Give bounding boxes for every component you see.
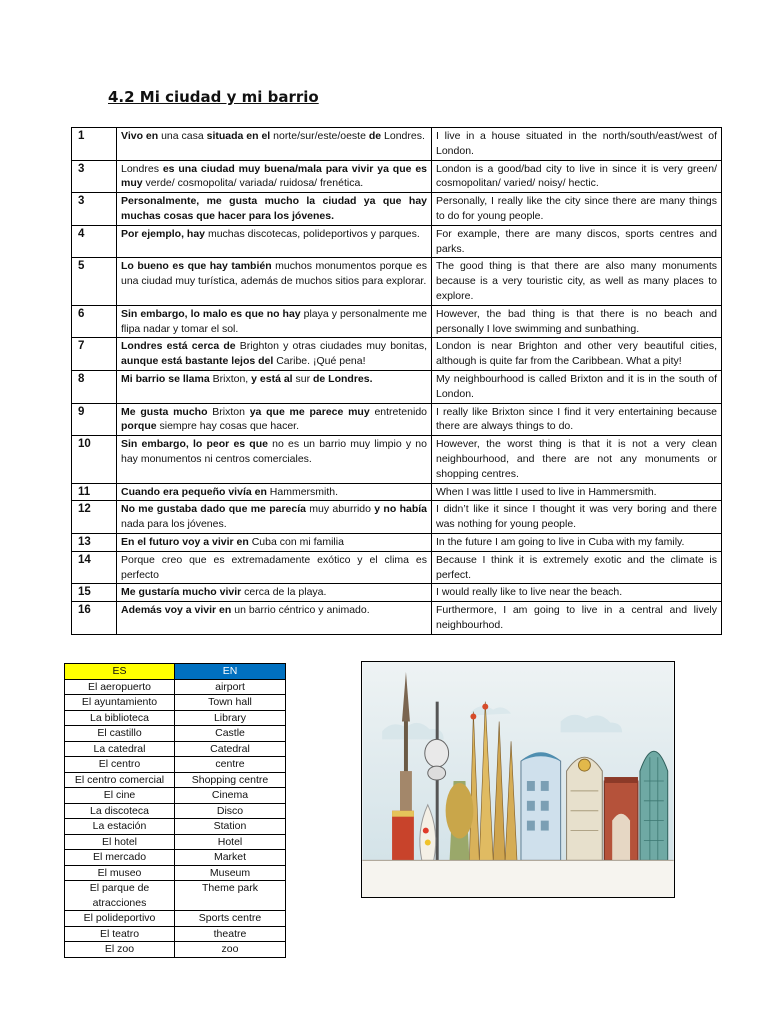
vocabulary-es: El museo (65, 865, 175, 881)
phrase-spanish-key-text: es una ciudad muy buena/mala para vivir ya que es muy (121, 162, 427, 190)
phrase-spanish (117, 160, 432, 193)
vocabulary-en: Market (175, 850, 286, 866)
phrase-spanish-text: Hammersmith. (266, 485, 339, 498)
vocabulary-en: Disco (175, 803, 286, 819)
phrase-spanish-key-text: Además voy a vivir en (121, 604, 232, 617)
phrase-spanish-text: no es un barrio muy limpio y no hay monumentos ni centros comerciales. (121, 438, 427, 465)
vocabulary-row (65, 911, 286, 927)
phrase-number: 12 (72, 501, 117, 534)
vocabulary-es: El centro comercial (65, 772, 175, 788)
phrase-number: 3 (72, 193, 117, 226)
vocabulary-es: El aeropuerto (65, 679, 175, 695)
phrase-english: Furthermore, I am going to live in a central and lively neighbourhod. (432, 602, 722, 635)
phrase-english: However, the worst thing is that it is not a very clean neighbourhood, and there are not any monuments or shopping centres. (432, 436, 722, 483)
phrase-english: I really like Brixton since I find it very entertaining because there are always things to do. (432, 403, 722, 436)
phrase-spanish-text: Caribe. ¡Qué pena! (273, 355, 366, 368)
vocabulary-row (65, 741, 286, 757)
phrase-spanish-text: muchas discotecas, polideportivos y parques. (205, 227, 420, 240)
vocabulary-header-es: ES (65, 664, 175, 680)
phrase-spanish-text: Londres (121, 162, 163, 175)
phrase-spanish (117, 483, 432, 501)
phrase-english: I would really like to live near the beach. (432, 584, 722, 602)
phrase-row (72, 258, 722, 305)
phrase-spanish-key-text: de (368, 130, 382, 142)
phrase-english: However, the bad thing is that there is no beach and personally I love swimming and sunbathing. (432, 305, 722, 338)
vocabulary-row (65, 803, 286, 819)
phrase-number: 6 (72, 305, 117, 338)
vocabulary-row (65, 788, 286, 804)
phrase-row (72, 602, 722, 635)
phrase-spanish-key-text: Mi barrio se llama (121, 372, 210, 385)
phrases-table (71, 127, 722, 635)
phrase-spanish-text: Cuba con mi familia (248, 535, 344, 548)
vocabulary-en: Station (175, 819, 286, 835)
phrase-spanish-key-text: porque (121, 420, 157, 433)
phrase-number: 9 (72, 403, 117, 436)
vocabulary-row (65, 942, 286, 958)
vocabulary-es: El ayuntamiento (65, 695, 175, 711)
phrase-number: 7 (72, 338, 117, 371)
phrase-spanish-key-text: Vivo en (121, 130, 159, 142)
vocabulary-es: La biblioteca (65, 710, 175, 726)
phrase-spanish-text: Brighton y otras ciudades muy bonitas, (235, 340, 427, 353)
phrase-spanish (117, 501, 432, 534)
vocabulary-es: La catedral (65, 741, 175, 757)
phrase-number: 13 (72, 533, 117, 551)
vocabulary-en: Museum (175, 865, 286, 881)
phrase-number: 11 (72, 483, 117, 501)
vocabulary-row (65, 772, 286, 788)
phrase-spanish (117, 258, 432, 305)
phrase-english: The good thing is that there are also many monuments because is a very touristic city, as well as many places to explore. (432, 258, 722, 305)
phrase-spanish (117, 338, 432, 371)
phrase-spanish-key-text: y está al (251, 372, 293, 385)
phrase-spanish-text: playa y personalmente me flipa nadar y tomar el sol. (121, 307, 427, 335)
vocabulary-en: Shopping centre (175, 772, 286, 788)
phrase-row (72, 338, 722, 371)
page-title: 4.2 Mi ciudad y mi barrio (108, 88, 319, 106)
phrase-number: 1 (72, 128, 117, 161)
phrase-spanish-key-text: y no había (374, 503, 427, 516)
vocabulary-row (65, 850, 286, 866)
phrase-spanish-text: Brixton (207, 405, 250, 418)
phrase-row (72, 370, 722, 403)
phrase-row (72, 584, 722, 602)
phrase-row (72, 436, 722, 483)
phrase-spanish (117, 370, 432, 403)
phrase-spanish-key-text: No me gustaba dado que me parecía (121, 503, 306, 516)
vocabulary-row (65, 881, 286, 911)
vocabulary-row (65, 757, 286, 773)
phrase-spanish-key-text: Cuando era pequeño vivía en (121, 485, 267, 498)
vocabulary-es: La discoteca (65, 803, 175, 819)
vocabulary-es: La estación (65, 819, 175, 835)
phrase-spanish-text: verde/ cosmopolita/ variada/ ruidosa/ frenética. (142, 177, 364, 190)
phrase-row (72, 403, 722, 436)
vocabulary-es: El cine (65, 788, 175, 804)
phrase-spanish-key-text: Lo bueno es que hay también (121, 260, 272, 273)
phrase-spanish-key-text: Personalmente, me gusta mucho la ciudad ya que hay muchas cosas que hacer para los jóvenes. (121, 195, 427, 222)
phrase-english: In the future I am going to live in Cuba with my family. (432, 533, 722, 551)
phrase-english: London is near Brighton and other very beautiful cities, although is quite far from the Caribbean. What a pity! (432, 338, 722, 371)
vocabulary-en: theatre (175, 926, 286, 942)
city-skyline-illustration (361, 661, 675, 898)
vocabulary-en: Hotel (175, 834, 286, 850)
phrase-spanish-text: nada para los jóvenes. (121, 518, 227, 531)
vocabulary-row (65, 726, 286, 742)
phrase-spanish (117, 551, 432, 584)
phrase-english: My neighbourhood is called Brixton and it is in the south of London. (432, 370, 722, 403)
vocabulary-es: El parque de atracciones (65, 881, 175, 911)
phrase-spanish-text: cerca de la playa. (241, 586, 327, 599)
phrase-spanish-key-text: Sin embargo, lo malo es que no hay (121, 307, 301, 320)
vocabulary-row (65, 710, 286, 726)
vocabulary-es: El teatro (65, 926, 175, 942)
phrase-number: 5 (72, 258, 117, 305)
vocabulary-es: El zoo (65, 942, 175, 958)
phrase-spanish-key-text: Sin embargo, lo peor es que (121, 438, 268, 451)
phrase-spanish-text: una casa (158, 130, 207, 142)
phrase-english: I live in a house situated in the north/south/east/west of London. (432, 128, 722, 161)
vocabulary-es: El castillo (65, 726, 175, 742)
phrase-spanish-key-text: situada en el (206, 130, 271, 142)
phrase-spanish-text: un barrio céntrico y animado. (231, 604, 370, 617)
phrase-number: 3 (72, 160, 117, 193)
phrase-row (72, 533, 722, 551)
phrase-spanish-key-text: En el futuro voy a vivir en (121, 535, 249, 548)
phrase-spanish (117, 128, 432, 161)
phrase-row (72, 305, 722, 338)
vocabulary-en: Library (175, 710, 286, 726)
phrase-english: When I was little I used to live in Hammersmith. (432, 483, 722, 501)
phrase-number: 15 (72, 584, 117, 602)
phrase-number: 8 (72, 370, 117, 403)
vocabulary-en: centre (175, 757, 286, 773)
phrase-english: Personally, I really like the city since there are many things to do for young people. (432, 193, 722, 226)
phrase-spanish-key-text: de Londres. (313, 372, 373, 385)
phrase-spanish-key-text: Londres está cerca de (121, 340, 236, 353)
vocabulary-es: El polideportivo (65, 911, 175, 927)
vocabulary-en: zoo (175, 942, 286, 958)
vocabulary-table-body (65, 679, 286, 957)
phrase-row (72, 128, 722, 161)
vocabulary-en: Castle (175, 726, 286, 742)
vocabulary-header-row (65, 664, 286, 680)
vocabulary-en: Catedral (175, 741, 286, 757)
phrase-spanish-text: sur (292, 372, 314, 385)
vocabulary-row (65, 695, 286, 711)
phrase-spanish (117, 533, 432, 551)
phrase-spanish (117, 602, 432, 635)
phrase-english: Because I think it is extremely exotic and the climate is perfect. (432, 551, 722, 584)
vocabulary-en: airport (175, 679, 286, 695)
phrase-english: London is a good/bad city to live in since it is very green/ cosmopolitan/ varied/ noisy/ hectic. (432, 160, 722, 193)
vocabulary-row (65, 834, 286, 850)
phrase-spanish (117, 403, 432, 436)
phrase-spanish-text: Porque creo que es extremadamente exótico y el clima es perfecto (121, 553, 427, 581)
vocabulary-row (65, 865, 286, 881)
vocabulary-row (65, 819, 286, 835)
vocabulary-es: El mercado (65, 850, 175, 866)
phrase-row (72, 551, 722, 584)
phrase-spanish-key-text: Me gusta mucho (121, 405, 208, 418)
phrase-number: 4 (72, 225, 117, 258)
vocabulary-en: Cinema (175, 788, 286, 804)
phrase-spanish (117, 436, 432, 483)
phrase-english: I didn’t like it since I thought it was very boring and there was nothing for young people. (432, 501, 722, 534)
phrase-row (72, 160, 722, 193)
phrase-spanish-key-text: ya que me parece muy (249, 405, 370, 418)
vocabulary-en: Theme park (175, 881, 286, 911)
phrase-row (72, 193, 722, 226)
phrase-row (72, 483, 722, 501)
phrase-spanish (117, 305, 432, 338)
vocabulary-es: El hotel (65, 834, 175, 850)
phrase-spanish-key-text: Me gustaría mucho vivir (121, 586, 242, 599)
vocabulary-en: Town hall (175, 695, 286, 711)
phrase-row (72, 225, 722, 258)
phrase-spanish-text: muy aburrido (305, 503, 375, 516)
vocabulary-row (65, 679, 286, 695)
phrase-row (72, 501, 722, 534)
phrase-spanish-key-text: Por ejemplo, hay (121, 227, 206, 240)
phrase-spanish (117, 193, 432, 226)
vocabulary-table (64, 663, 286, 958)
phrase-spanish (117, 225, 432, 258)
vocabulary-es: El centro (65, 757, 175, 773)
phrase-spanish-text: entretenido (369, 405, 427, 418)
phrases-table-body (72, 128, 722, 635)
phrase-spanish-text: siempre hay cosas que hacer. (156, 420, 300, 433)
phrase-number: 16 (72, 602, 117, 635)
vocabulary-row (65, 926, 286, 942)
phrase-number: 10 (72, 436, 117, 483)
phrase-spanish-text: norte/sur/este/oeste (270, 130, 369, 142)
phrase-spanish-text: muchos monumentos porque es una ciudad muy turística, además de muchos sitios para explorar. (121, 260, 428, 288)
city-skyline-svg (362, 662, 674, 897)
phrase-spanish (117, 584, 432, 602)
phrase-spanish-key-text: aunque está bastante lejos del (121, 355, 274, 368)
phrase-number: 14 (72, 551, 117, 584)
vocabulary-header-en: EN (175, 664, 286, 680)
phrase-spanish-text: Brixton, (209, 372, 252, 385)
vocabulary-en: Sports centre (175, 911, 286, 927)
phrase-english: For example, there are many discos, sports centres and parks. (432, 225, 722, 258)
phrase-spanish-text: Londres. (381, 130, 425, 142)
